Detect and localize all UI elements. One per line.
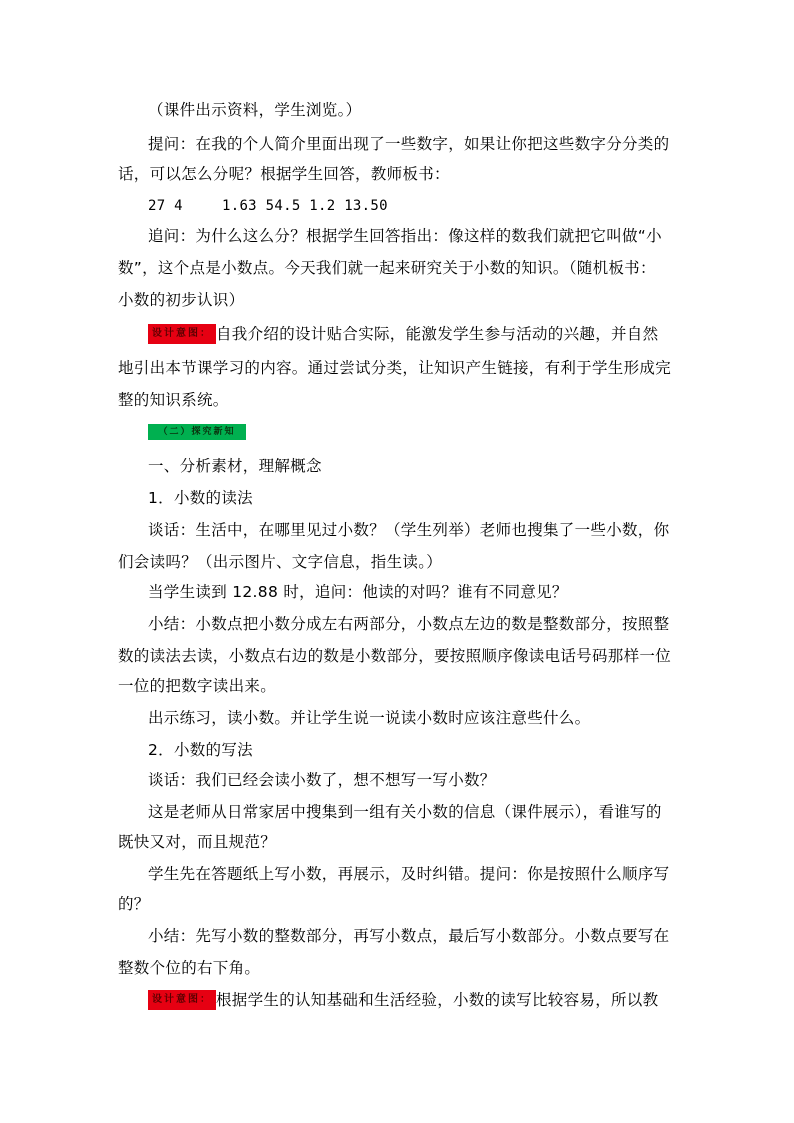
subsection-heading: 1．小数的读法 (148, 489, 253, 507)
paragraph-line: 数的读法去读，小数点右边的数是小数部分，要按照顺序像读电话号码那样一位 (118, 647, 672, 665)
paragraph-line: 一位的把数字读出来。 (118, 677, 277, 695)
paragraph-line: 小结：小数点把小数分成左右两部分，小数点左边的数是整数部分，按照整 (148, 615, 670, 633)
paragraph-line: 数”，这个点是小数点。今天我们就一起来研究关于小数的知识。（随机板书： (118, 259, 656, 277)
paragraph-line: 谈话：我们已经会读小数了，想不想写一写小数？ (148, 771, 496, 789)
paragraph-line: 小结：先写小数的整数部分，再写小数点，最后写小数部分。小数点要写在 (148, 927, 670, 945)
number-list (148, 196, 388, 216)
paragraph-line: 谈话：生活中，在哪里见过小数？（学生列举）老师也搜集了一些小数，你 (148, 521, 670, 539)
paragraph-line: 根据学生的认知基础和生活经验，小数的读写比较容易，所以教 (216, 991, 659, 1009)
paragraph-line: 小数的初步认识） (118, 291, 245, 309)
section-badge: （二）探究新知 (148, 424, 246, 440)
design-intent-line (148, 990, 658, 1010)
paragraph-line: 整的知识系统。 (118, 391, 229, 409)
paragraph-line: 这是老师从日常家居中搜集到一组有关小数的信息（课件展示），看谁写的 (148, 803, 662, 821)
paragraph-line: 提问：在我的个人简介里面出现了一些数字，如果让你把这些数字分分类的 (148, 135, 670, 153)
paragraph-line: 整数个位的右下角。 (118, 959, 261, 977)
decimal-numbers: 1.63 54.5 1.2 13.50 (222, 198, 388, 214)
paragraph-line: 地引出本节课学习的内容。通过尝试分类，让知识产生链接，有利于学生形成完 (118, 359, 672, 377)
design-intent-badge: 设计意图： (148, 324, 216, 344)
paragraph-line: 出示练习，读小数。并让学生说一说读小数时应该注意些什么。 (148, 709, 591, 727)
paragraph-line: 追问：为什么这么分？根据学生回答指出：像这样的数我们就把它叫做“小 (148, 227, 662, 245)
paragraph-line: 话，可以怎么分呢？根据学生回答，教师板书： (118, 165, 450, 183)
paragraph-line: 学生先在答题纸上写小数，再展示，及时纠错。提问：你是按照什么顺序写 (148, 865, 670, 883)
section-heading: 一、分析素材，理解概念 (148, 457, 322, 475)
subsection-heading: 2．小数的写法 (148, 741, 253, 759)
paragraph-line: 自我介绍的设计贴合实际，能激发学生参与活动的兴趣，并自然 (216, 325, 659, 343)
paragraph-line: 的？ (118, 895, 150, 913)
paragraph-line: 既快又对，而且规范？ (118, 833, 277, 851)
design-intent-badge: 设计意图： (148, 990, 216, 1010)
paragraph-line: 们会读吗？（出示图片、文字信息，指生读。） (118, 553, 443, 571)
design-intent-line (148, 324, 658, 344)
paragraph-line: 当学生读到 12.88 时，追问：他读的对吗？谁有不同意见？ (148, 583, 568, 601)
paragraph-line: （课件出示资料，学生浏览。） (148, 101, 362, 119)
integer-numbers: 27 4 (148, 198, 183, 214)
